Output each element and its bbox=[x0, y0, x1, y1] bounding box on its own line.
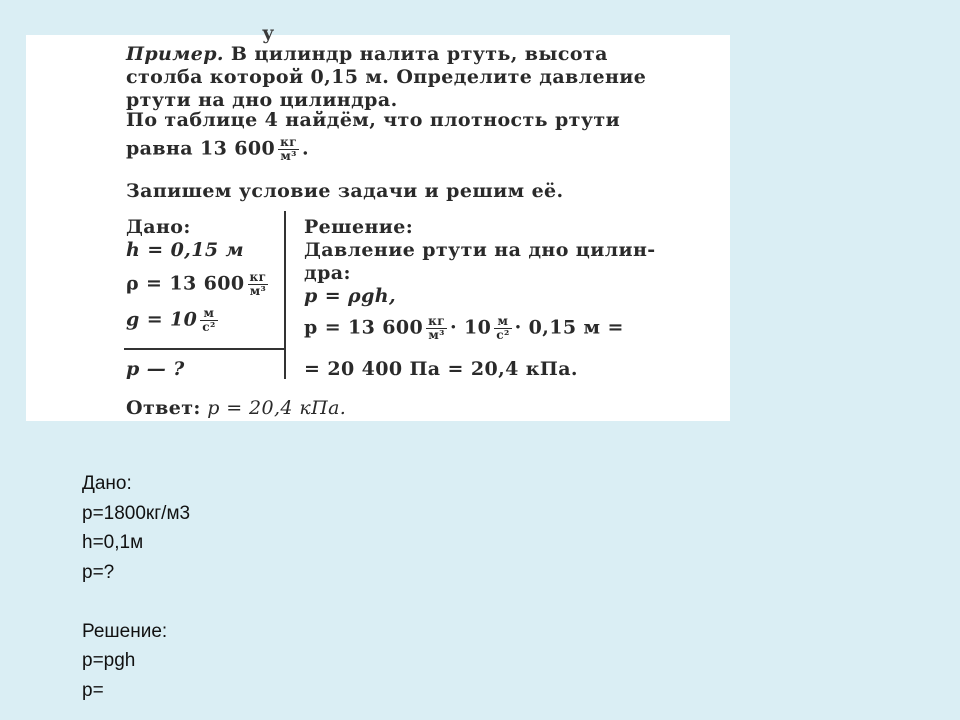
calc-gravity-unit bbox=[494, 315, 511, 342]
given-solution-divider bbox=[284, 211, 286, 379]
given-gravity-value: g = 10 bbox=[126, 308, 198, 331]
notes-calc: p= bbox=[82, 679, 104, 701]
calc-density: p = 13 600 bbox=[304, 316, 424, 339]
calc-gravity-unit-denominator: с² bbox=[496, 328, 510, 342]
notes-find: p=? bbox=[82, 561, 115, 583]
notes-given-header: Дано: bbox=[82, 473, 132, 494]
notes-given-density: p=1800кг/м3 bbox=[82, 502, 191, 524]
example-line-2: столба которой 0,15 м. Определите давление bbox=[126, 66, 647, 88]
calc-gravity: · 10 bbox=[449, 316, 492, 339]
handwritten-notes bbox=[82, 469, 190, 705]
example-label: Пример. bbox=[126, 43, 224, 65]
example-line-3: ртути на дно цилиндра. bbox=[126, 89, 398, 111]
example-text-1: В цилиндр налита ртуть, высота bbox=[223, 43, 608, 65]
table-line-1: По таблице 4 найдём, что плотность ртути bbox=[126, 109, 621, 131]
textbook-scan bbox=[26, 22, 730, 421]
density-unit-fraction bbox=[278, 136, 299, 163]
notes-given-height: h=0,1м bbox=[82, 532, 144, 553]
given-gravity-unit-numerator: м bbox=[200, 307, 217, 321]
solution-formula: p = ρgh, bbox=[304, 285, 396, 307]
answer-label: Ответ: bbox=[126, 397, 201, 419]
given-header: Дано: bbox=[126, 216, 191, 238]
given-density-value: ρ = 13 600 bbox=[126, 272, 245, 295]
given-density-unit bbox=[248, 271, 269, 298]
notes-formula: p=pgh bbox=[82, 650, 136, 671]
cropped-text-fragment: у bbox=[262, 22, 275, 44]
density-value: равна 13 600 bbox=[126, 137, 276, 160]
notes-solution-header: Решение: bbox=[82, 620, 168, 642]
solution-line-2: дра: bbox=[304, 262, 351, 284]
given-gravity-unit bbox=[200, 307, 217, 334]
given-gravity bbox=[126, 307, 221, 334]
given-find-divider bbox=[124, 348, 286, 350]
given-density-unit-denominator: м³ bbox=[249, 284, 267, 298]
calc-gravity-unit-numerator: м bbox=[494, 315, 511, 329]
answer-line bbox=[126, 397, 346, 419]
solution-calculation bbox=[304, 315, 624, 342]
answer-value: p = 20,4 кПа. bbox=[200, 397, 347, 419]
solution-result: = 20 400 Па = 20,4 кПа. bbox=[304, 358, 578, 380]
find-pressure: p — ? bbox=[126, 358, 185, 380]
calc-height: · 0,15 м = bbox=[514, 316, 624, 339]
example-line-1 bbox=[126, 43, 608, 65]
solution-line-1: Давление ртути на дно цилин- bbox=[304, 239, 656, 261]
density-unit-denominator: м³ bbox=[280, 149, 297, 163]
write-condition-line: Запишем условие задачи и решим её. bbox=[126, 180, 564, 202]
given-density-unit-numerator: кг bbox=[249, 270, 267, 284]
notes-spacer bbox=[82, 587, 190, 617]
given-height: h = 0,15 м bbox=[126, 239, 244, 261]
calc-density-unit-numerator: кг bbox=[428, 314, 445, 328]
calc-density-unit bbox=[426, 315, 447, 342]
given-density bbox=[126, 271, 271, 298]
density-suffix: . bbox=[301, 137, 309, 160]
given-gravity-unit-denominator: с² bbox=[202, 320, 216, 334]
solution-header: Решение: bbox=[304, 216, 414, 238]
density-unit-numerator: кг bbox=[280, 135, 297, 149]
calc-density-unit-denominator: м³ bbox=[428, 328, 445, 342]
table-line-2 bbox=[126, 136, 309, 163]
